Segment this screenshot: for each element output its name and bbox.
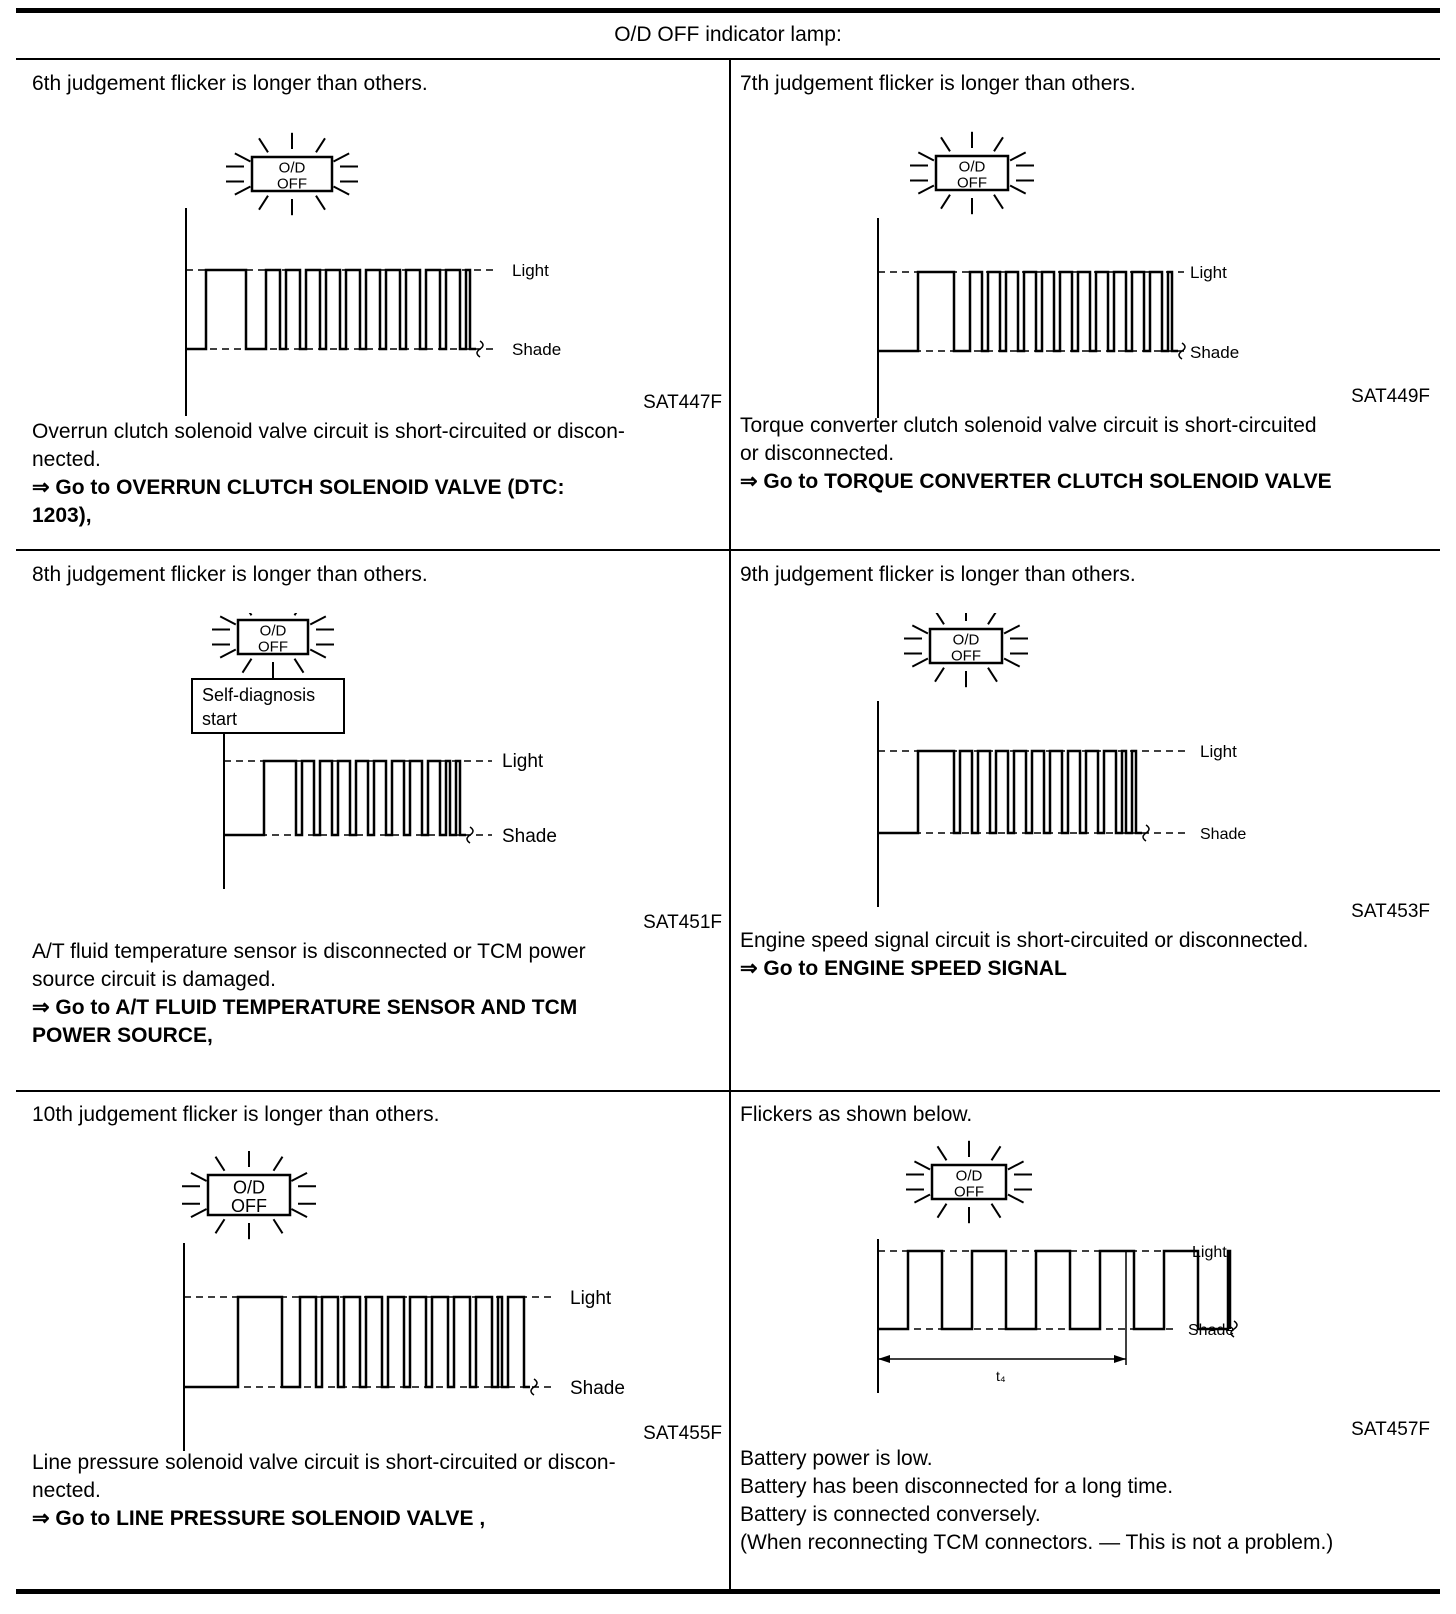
flicker-diagram	[132, 1151, 652, 1451]
ray-line	[220, 650, 236, 658]
description-line: nected.	[32, 1479, 101, 1502]
lamp-label-off: OFF	[258, 638, 288, 656]
light-label: Light	[1190, 263, 1227, 282]
ray-line	[310, 616, 326, 624]
period-label: t₄	[996, 1368, 1006, 1384]
description-line: A/T fluid temperature sensor is disconnected or TCM power	[32, 940, 586, 963]
flicker-diagram	[870, 122, 1290, 422]
ray-line	[220, 616, 236, 624]
cell-battery-flicker	[740, 1101, 1430, 1581]
description-line: Overrun clutch solenoid valve circuit is short-circuited or discon-	[32, 420, 625, 443]
pulse-train	[224, 761, 466, 835]
flicker-diagram	[870, 1131, 1290, 1451]
ray-line	[914, 1195, 930, 1203]
description-line: Battery is connected conversely.	[740, 1503, 1041, 1526]
ray-line	[994, 137, 1003, 151]
ray-line	[295, 613, 304, 615]
lamp-label-od: O/D	[259, 622, 287, 640]
ray-line	[291, 1173, 307, 1181]
lamp-label-od: O/D	[958, 158, 986, 176]
ray-line	[191, 1173, 207, 1181]
ray-line	[1008, 1161, 1024, 1169]
figure-code: SAT451F	[643, 912, 722, 933]
ray-line	[334, 153, 350, 161]
flicker-waveform	[878, 751, 1190, 841]
flicker-waveform	[224, 761, 492, 843]
cell-heading: Flickers as shown below.	[740, 1103, 973, 1126]
flicker-waveform	[186, 270, 498, 357]
table-header: O/D OFF indicator lamp:	[614, 23, 842, 46]
start-box-line: Self-diagnosis	[202, 685, 316, 705]
ray-line	[988, 668, 997, 682]
lamp-label-off: OFF	[957, 174, 987, 192]
ray-line	[935, 668, 944, 682]
description-line: source circuit is damaged.	[32, 968, 276, 991]
cell-7th-flicker	[740, 70, 1430, 540]
ray-line	[334, 187, 350, 195]
ray-line	[941, 195, 950, 209]
cell-heading: 7th judgement flicker is longer than others.	[740, 72, 1136, 95]
ray-line	[1004, 659, 1020, 667]
description-line: Battery power is low.	[740, 1447, 933, 1470]
ray-line	[912, 659, 928, 667]
ray-line	[259, 196, 268, 210]
flicker-diagram	[162, 613, 582, 913]
figure-code: SAT447F	[643, 392, 722, 413]
cell-description	[32, 938, 722, 1050]
lamp-label-off: OFF	[954, 1183, 984, 1201]
light-label: Light	[512, 261, 549, 280]
od-off-lamp-icon	[182, 1151, 316, 1239]
ray-line	[235, 153, 251, 161]
figure-code: SAT455F	[643, 1423, 722, 1444]
description-line: nected.	[32, 448, 101, 471]
shade-label: Shade	[512, 340, 562, 359]
figure-code: SAT457F	[1351, 1419, 1430, 1440]
cell-description	[740, 927, 1430, 983]
ray-line	[1010, 152, 1026, 160]
pulse-train	[878, 751, 1142, 833]
lamp-label-od: O/D	[232, 1177, 266, 1198]
lamp-label-od: O/D	[955, 1167, 983, 1185]
light-label: Light	[1200, 742, 1237, 761]
ray-line	[918, 186, 934, 194]
ray-line	[291, 1209, 307, 1217]
pulse-train	[186, 270, 476, 349]
ray-line	[235, 187, 251, 195]
light-label: Light	[502, 751, 544, 772]
od-off-lamp-icon	[226, 133, 358, 215]
pulse-train	[878, 1251, 1230, 1329]
header-divider	[16, 58, 1440, 60]
lamp-label-od: O/D	[278, 159, 306, 177]
light-label: Light	[570, 1288, 612, 1309]
ray-line	[914, 1161, 930, 1169]
ray-line	[216, 1157, 225, 1171]
cell-heading: 8th judgement flicker is longer than others.	[32, 563, 428, 586]
ray-line	[918, 152, 934, 160]
cell-heading: 10th judgement flicker is longer than others.	[32, 1103, 440, 1126]
goto-link[interactable]: POWER SOURCE,	[32, 1024, 213, 1047]
flicker-waveform	[878, 272, 1185, 359]
ray-line	[243, 659, 252, 673]
ray-line	[243, 613, 252, 615]
period-dimension	[878, 1251, 1126, 1384]
column-divider	[729, 59, 731, 1590]
bottom-rule	[16, 1589, 1440, 1594]
ray-line	[938, 1204, 947, 1218]
flicker-diagram	[162, 116, 582, 416]
ray-line	[191, 1209, 207, 1217]
page	[16, 8, 1440, 1604]
lamp-label-off: OFF	[277, 175, 307, 193]
shade-label: Shade	[1190, 343, 1240, 362]
pulse-train	[878, 272, 1178, 351]
goto-link[interactable]: 1203),	[32, 504, 92, 527]
ray-line	[941, 137, 950, 151]
top-rule	[16, 8, 1440, 13]
cell-description	[32, 418, 722, 530]
self-diagnosis-start-box	[192, 679, 344, 733]
flicker-waveform	[184, 1297, 551, 1395]
goto-link[interactable]: ⇒ Go to A/T FLUID TEMPERATURE SENSOR AND TCM	[32, 996, 578, 1019]
ray-line	[216, 1219, 225, 1233]
ray-line	[295, 659, 304, 673]
flicker-diagram	[870, 613, 1290, 913]
cell-10th-flicker	[32, 1101, 722, 1581]
shade-label: Shade	[502, 826, 557, 847]
ray-line	[988, 613, 997, 624]
ray-line	[259, 138, 268, 152]
lamp-label-off: OFF	[951, 647, 981, 665]
ray-line	[1008, 1195, 1024, 1203]
lamp-label-od: O/D	[952, 631, 980, 649]
goto-link[interactable]: ⇒ Go to OVERRUN CLUTCH SOLENOID VALVE (DTC:	[32, 476, 565, 499]
ray-line	[316, 196, 325, 210]
cell-heading: 6th judgement flicker is longer than others.	[32, 72, 428, 95]
flicker-waveform	[878, 1251, 1237, 1337]
ray-line	[994, 195, 1003, 209]
cell-heading: 9th judgement flicker is longer than others.	[740, 563, 1136, 586]
figure-code: SAT453F	[1351, 901, 1430, 922]
figure-code: SAT449F	[1351, 386, 1430, 407]
row-divider	[16, 1090, 1440, 1092]
cell-description	[740, 1445, 1430, 1557]
ray-line	[938, 1146, 947, 1160]
ray-line	[310, 650, 326, 658]
cell-description	[32, 1449, 722, 1533]
lamp-label-off: OFF	[231, 1195, 267, 1216]
description-line: (When reconnecting TCM connectors. — This is not a problem.)	[740, 1531, 1334, 1554]
description-line: or disconnected.	[740, 442, 895, 465]
ray-line	[935, 613, 944, 624]
row-divider	[16, 549, 1440, 551]
ray-line	[992, 1204, 1001, 1218]
cell-6th-flicker	[32, 70, 722, 540]
od-off-lamp-icon	[904, 613, 1028, 687]
ray-line	[1010, 186, 1026, 194]
pulse-train	[184, 1297, 530, 1387]
od-off-lamp-icon	[212, 613, 334, 678]
ray-line	[912, 625, 928, 633]
light-label: Light	[1192, 1244, 1227, 1261]
shade-label: Shade	[570, 1378, 625, 1399]
ray-line	[316, 138, 325, 152]
shade-label: Shade	[1200, 826, 1247, 843]
start-box-line: start	[202, 709, 238, 729]
goto-link[interactable]: ⇒ Go to ENGINE SPEED SIGNAL	[740, 957, 1067, 980]
description-line: Line pressure solenoid valve circuit is short-circuited or discon-	[32, 1451, 616, 1474]
description-line: Battery has been disconnected for a long time.	[740, 1475, 1174, 1498]
description-line: Engine speed signal circuit is short-circuited or disconnected.	[740, 929, 1309, 952]
od-off-lamp-icon	[906, 1141, 1032, 1223]
ray-line	[992, 1146, 1001, 1160]
description-line: Torque converter clutch solenoid valve circuit is short-circuited	[740, 414, 1317, 437]
cell-8th-flicker	[32, 561, 722, 1081]
ray-line	[274, 1219, 283, 1233]
ray-line	[274, 1157, 283, 1171]
shade-label: Shade	[1188, 1322, 1235, 1339]
goto-link[interactable]: ⇒ Go to LINE PRESSURE SOLENOID VALVE ,	[32, 1507, 486, 1530]
ray-line	[1004, 625, 1020, 633]
cell-9th-flicker	[740, 561, 1430, 1081]
goto-link[interactable]: ⇒ Go to TORQUE CONVERTER CLUTCH SOLENOID VALVE	[740, 470, 1332, 493]
od-off-lamp-icon	[910, 132, 1034, 214]
cell-description	[740, 412, 1430, 496]
